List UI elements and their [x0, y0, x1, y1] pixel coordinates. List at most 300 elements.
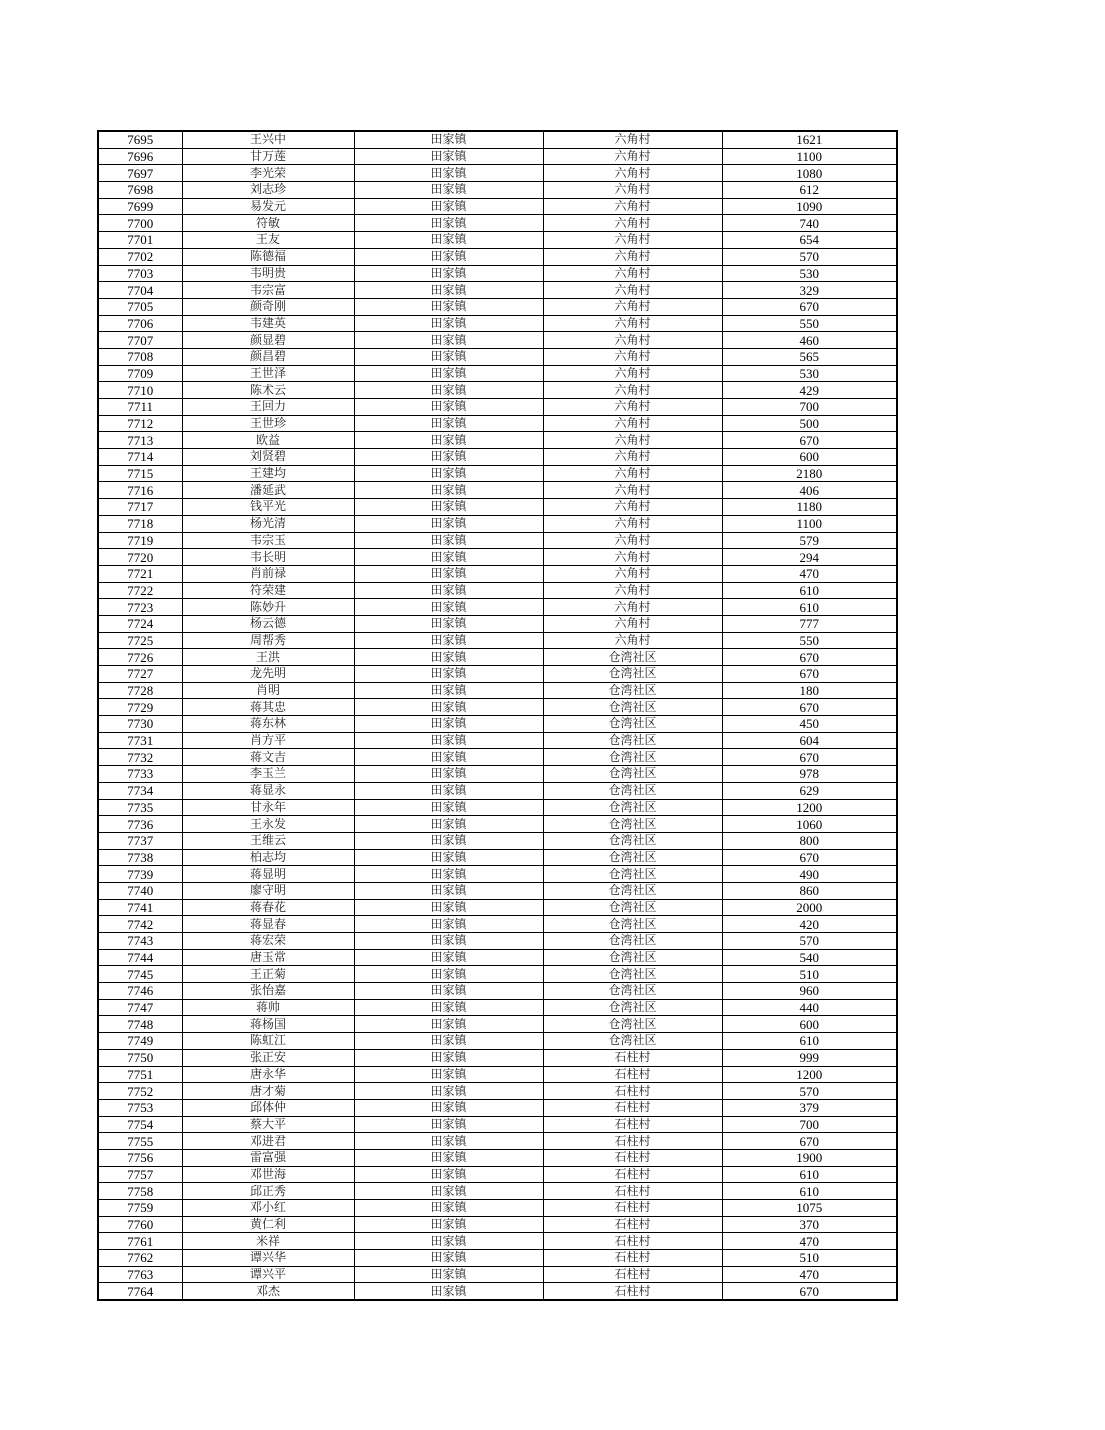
table-row [98, 532, 897, 549]
village-cell: 仓湾社区 [543, 649, 722, 666]
village-cell: 仓湾社区 [543, 866, 722, 883]
name-cell: 韦长明 [182, 549, 354, 566]
town-cell: 田家镇 [354, 782, 543, 799]
name-cell: 钱平光 [182, 499, 354, 516]
amount-cell: 570 [722, 248, 897, 265]
name-cell: 王洪 [182, 649, 354, 666]
row-id-cell: 7764 [98, 1283, 182, 1300]
table-row [98, 749, 897, 766]
table-row [98, 615, 897, 632]
town-cell: 田家镇 [354, 632, 543, 649]
amount-cell: 1075 [722, 1200, 897, 1217]
row-id-cell: 7710 [98, 382, 182, 399]
amount-cell: 550 [722, 315, 897, 332]
town-cell: 田家镇 [354, 899, 543, 916]
name-cell: 张怡嘉 [182, 983, 354, 1000]
amount-cell: 379 [722, 1099, 897, 1116]
table-row [98, 432, 897, 449]
village-cell: 仓湾社区 [543, 832, 722, 849]
amount-cell: 510 [722, 966, 897, 983]
town-cell: 田家镇 [354, 565, 543, 582]
name-cell: 韦宗玉 [182, 532, 354, 549]
village-cell: 石柱村 [543, 1149, 722, 1166]
village-cell: 六角村 [543, 248, 722, 265]
name-cell: 蒋显永 [182, 782, 354, 799]
table-row [98, 666, 897, 683]
town-cell: 田家镇 [354, 415, 543, 432]
village-cell: 石柱村 [543, 1166, 722, 1183]
table-row [98, 549, 897, 566]
village-cell: 六角村 [543, 482, 722, 499]
village-cell: 六角村 [543, 315, 722, 332]
row-id-cell: 7711 [98, 399, 182, 416]
town-cell: 田家镇 [354, 1250, 543, 1267]
name-cell: 陈妙升 [182, 599, 354, 616]
table-row [98, 248, 897, 265]
town-cell: 田家镇 [354, 666, 543, 683]
town-cell: 田家镇 [354, 599, 543, 616]
row-id-cell: 7734 [98, 782, 182, 799]
village-cell: 仓湾社区 [543, 899, 722, 916]
village-cell: 石柱村 [543, 1066, 722, 1083]
amount-cell: 550 [722, 632, 897, 649]
row-id-cell: 7752 [98, 1083, 182, 1100]
row-id-cell: 7721 [98, 565, 182, 582]
table-row [98, 1116, 897, 1133]
town-cell: 田家镇 [354, 148, 543, 165]
name-cell: 李玉兰 [182, 766, 354, 783]
table-row [98, 699, 897, 716]
name-cell: 欧益 [182, 432, 354, 449]
row-id-cell: 7742 [98, 916, 182, 933]
town-cell: 田家镇 [354, 1183, 543, 1200]
amount-cell: 654 [722, 232, 897, 249]
name-cell: 韦宗富 [182, 282, 354, 299]
table-row [98, 933, 897, 950]
name-cell: 刘志珍 [182, 182, 354, 199]
table-row [98, 499, 897, 516]
village-cell: 六角村 [543, 415, 722, 432]
town-cell: 田家镇 [354, 866, 543, 883]
amount-cell: 610 [722, 599, 897, 616]
town-cell: 田家镇 [354, 949, 543, 966]
village-cell: 石柱村 [543, 1083, 722, 1100]
row-id-cell: 7707 [98, 332, 182, 349]
town-cell: 田家镇 [354, 215, 543, 232]
village-cell: 六角村 [543, 215, 722, 232]
town-cell: 田家镇 [354, 332, 543, 349]
table-row [98, 399, 897, 416]
name-cell: 杨云德 [182, 615, 354, 632]
village-cell: 石柱村 [543, 1183, 722, 1200]
table-row [98, 182, 897, 199]
table-row [98, 1283, 897, 1300]
row-id-cell: 7716 [98, 482, 182, 499]
table-row [98, 482, 897, 499]
name-cell: 颜显碧 [182, 332, 354, 349]
table-row [98, 966, 897, 983]
name-cell: 雷富强 [182, 1149, 354, 1166]
village-cell: 仓湾社区 [543, 916, 722, 933]
row-id-cell: 7733 [98, 766, 182, 783]
village-cell: 石柱村 [543, 1250, 722, 1267]
amount-cell: 420 [722, 916, 897, 933]
table-row [98, 131, 897, 148]
town-cell: 田家镇 [354, 1149, 543, 1166]
row-id-cell: 7719 [98, 532, 182, 549]
village-cell: 六角村 [543, 165, 722, 182]
town-cell: 田家镇 [354, 1266, 543, 1283]
amount-cell: 440 [722, 999, 897, 1016]
table-row [98, 782, 897, 799]
table-row [98, 1216, 897, 1233]
table-row [98, 1250, 897, 1267]
row-id-cell: 7713 [98, 432, 182, 449]
village-cell: 六角村 [543, 549, 722, 566]
name-cell: 蒋杨国 [182, 1016, 354, 1033]
table-row [98, 1083, 897, 1100]
amount-cell: 1060 [722, 816, 897, 833]
town-cell: 田家镇 [354, 465, 543, 482]
amount-cell: 960 [722, 983, 897, 1000]
town-cell: 田家镇 [354, 1033, 543, 1050]
amount-cell: 670 [722, 649, 897, 666]
amount-cell: 629 [722, 782, 897, 799]
amount-cell: 1100 [722, 148, 897, 165]
town-cell: 田家镇 [354, 799, 543, 816]
table-row [98, 282, 897, 299]
name-cell: 柏志均 [182, 849, 354, 866]
village-cell: 仓湾社区 [543, 849, 722, 866]
name-cell: 王正菊 [182, 966, 354, 983]
amount-cell: 610 [722, 1166, 897, 1183]
name-cell: 肖明 [182, 682, 354, 699]
village-cell: 六角村 [543, 198, 722, 215]
town-cell: 田家镇 [354, 682, 543, 699]
amount-cell: 610 [722, 582, 897, 599]
village-cell: 六角村 [543, 131, 722, 148]
row-id-cell: 7747 [98, 999, 182, 1016]
village-cell: 六角村 [543, 515, 722, 532]
amount-cell: 406 [722, 482, 897, 499]
village-cell: 六角村 [543, 532, 722, 549]
town-cell: 田家镇 [354, 933, 543, 950]
amount-cell: 370 [722, 1216, 897, 1233]
town-cell: 田家镇 [354, 1233, 543, 1250]
village-cell: 仓湾社区 [543, 766, 722, 783]
table-row [98, 832, 897, 849]
amount-cell: 1080 [722, 165, 897, 182]
row-id-cell: 7754 [98, 1116, 182, 1133]
town-cell: 田家镇 [354, 649, 543, 666]
amount-cell: 2000 [722, 899, 897, 916]
name-cell: 邓进君 [182, 1133, 354, 1150]
table-row [98, 232, 897, 249]
name-cell: 邓世海 [182, 1166, 354, 1183]
town-cell: 田家镇 [354, 348, 543, 365]
village-cell: 六角村 [543, 499, 722, 516]
town-cell: 田家镇 [354, 699, 543, 716]
town-cell: 田家镇 [354, 1216, 543, 1233]
village-cell: 石柱村 [543, 1049, 722, 1066]
amount-cell: 540 [722, 949, 897, 966]
amount-cell: 740 [722, 215, 897, 232]
table-row [98, 515, 897, 532]
name-cell: 颜奇刚 [182, 298, 354, 315]
table-row [98, 315, 897, 332]
village-cell: 仓湾社区 [543, 999, 722, 1016]
amount-cell: 670 [722, 849, 897, 866]
village-cell: 六角村 [543, 565, 722, 582]
table-row [98, 1049, 897, 1066]
amount-cell: 800 [722, 832, 897, 849]
row-id-cell: 7703 [98, 265, 182, 282]
table-row [98, 682, 897, 699]
table-row [98, 365, 897, 382]
table-row [98, 1200, 897, 1217]
amount-cell: 1621 [722, 131, 897, 148]
village-cell: 仓湾社区 [543, 799, 722, 816]
amount-cell: 1180 [722, 499, 897, 516]
town-cell: 田家镇 [354, 449, 543, 466]
village-cell: 六角村 [543, 599, 722, 616]
name-cell: 甘万莲 [182, 148, 354, 165]
town-cell: 田家镇 [354, 1283, 543, 1300]
amount-cell: 777 [722, 615, 897, 632]
name-cell: 韦明贵 [182, 265, 354, 282]
town-cell: 田家镇 [354, 1066, 543, 1083]
row-id-cell: 7732 [98, 749, 182, 766]
village-cell: 仓湾社区 [543, 716, 722, 733]
name-cell: 符荣建 [182, 582, 354, 599]
name-cell: 廖守明 [182, 882, 354, 899]
name-cell: 陈术云 [182, 382, 354, 399]
row-id-cell: 7717 [98, 499, 182, 516]
name-cell: 唐永华 [182, 1066, 354, 1083]
table-row [98, 198, 897, 215]
village-cell: 仓湾社区 [543, 1016, 722, 1033]
amount-cell: 329 [722, 282, 897, 299]
amount-cell: 570 [722, 1083, 897, 1100]
row-id-cell: 7759 [98, 1200, 182, 1217]
amount-cell: 670 [722, 298, 897, 315]
name-cell: 米祥 [182, 1233, 354, 1250]
town-cell: 田家镇 [354, 966, 543, 983]
name-cell: 谭兴华 [182, 1250, 354, 1267]
village-cell: 石柱村 [543, 1266, 722, 1283]
row-id-cell: 7728 [98, 682, 182, 699]
row-id-cell: 7727 [98, 666, 182, 683]
village-cell: 石柱村 [543, 1116, 722, 1133]
row-id-cell: 7718 [98, 515, 182, 532]
village-cell: 仓湾社区 [543, 782, 722, 799]
name-cell: 肖前禄 [182, 565, 354, 582]
table-row [98, 1266, 897, 1283]
table-row [98, 949, 897, 966]
name-cell: 王友 [182, 232, 354, 249]
name-cell: 李光荣 [182, 165, 354, 182]
table-row [98, 348, 897, 365]
row-id-cell: 7723 [98, 599, 182, 616]
town-cell: 田家镇 [354, 298, 543, 315]
name-cell: 韦建英 [182, 315, 354, 332]
table-row [98, 1033, 897, 1050]
town-cell: 田家镇 [354, 182, 543, 199]
name-cell: 符敏 [182, 215, 354, 232]
table-row [98, 983, 897, 1000]
town-cell: 田家镇 [354, 1133, 543, 1150]
name-cell: 蒋其忠 [182, 699, 354, 716]
amount-cell: 610 [722, 1183, 897, 1200]
row-id-cell: 7761 [98, 1233, 182, 1250]
village-cell: 六角村 [543, 332, 722, 349]
amount-cell: 570 [722, 933, 897, 950]
village-cell: 石柱村 [543, 1233, 722, 1250]
row-id-cell: 7709 [98, 365, 182, 382]
table-row [98, 999, 897, 1016]
village-cell: 六角村 [543, 382, 722, 399]
row-id-cell: 7760 [98, 1216, 182, 1233]
row-id-cell: 7712 [98, 415, 182, 432]
name-cell: 王建均 [182, 465, 354, 482]
amount-cell: 579 [722, 532, 897, 549]
row-id-cell: 7720 [98, 549, 182, 566]
town-cell: 田家镇 [354, 315, 543, 332]
amount-cell: 670 [722, 749, 897, 766]
town-cell: 田家镇 [354, 365, 543, 382]
town-cell: 田家镇 [354, 165, 543, 182]
table-row [98, 716, 897, 733]
town-cell: 田家镇 [354, 1200, 543, 1217]
village-cell: 六角村 [543, 298, 722, 315]
row-id-cell: 7748 [98, 1016, 182, 1033]
row-id-cell: 7696 [98, 148, 182, 165]
village-cell: 仓湾社区 [543, 966, 722, 983]
town-cell: 田家镇 [354, 766, 543, 783]
name-cell: 甘永年 [182, 799, 354, 816]
amount-cell: 1200 [722, 1066, 897, 1083]
name-cell: 周帮秀 [182, 632, 354, 649]
name-cell: 王兴中 [182, 131, 354, 148]
amount-cell: 1090 [722, 198, 897, 215]
town-cell: 田家镇 [354, 749, 543, 766]
village-cell: 六角村 [543, 399, 722, 416]
table-row [98, 766, 897, 783]
amount-cell: 670 [722, 666, 897, 683]
village-cell: 六角村 [543, 232, 722, 249]
table-row [98, 649, 897, 666]
village-cell: 仓湾社区 [543, 732, 722, 749]
table-row [98, 215, 897, 232]
village-cell: 仓湾社区 [543, 882, 722, 899]
row-id-cell: 7756 [98, 1149, 182, 1166]
table-row [98, 582, 897, 599]
row-id-cell: 7758 [98, 1183, 182, 1200]
town-cell: 田家镇 [354, 816, 543, 833]
row-id-cell: 7746 [98, 983, 182, 1000]
town-cell: 田家镇 [354, 582, 543, 599]
town-cell: 田家镇 [354, 615, 543, 632]
name-cell: 陈德福 [182, 248, 354, 265]
village-cell: 石柱村 [543, 1099, 722, 1116]
table-row [98, 465, 897, 482]
town-cell: 田家镇 [354, 999, 543, 1016]
amount-cell: 670 [722, 432, 897, 449]
amount-cell: 1900 [722, 1149, 897, 1166]
amount-cell: 978 [722, 766, 897, 783]
name-cell: 邱体仲 [182, 1099, 354, 1116]
table-row [98, 1149, 897, 1166]
village-cell: 仓湾社区 [543, 682, 722, 699]
town-cell: 田家镇 [354, 849, 543, 866]
town-cell: 田家镇 [354, 399, 543, 416]
row-id-cell: 7715 [98, 465, 182, 482]
row-id-cell: 7708 [98, 348, 182, 365]
table-row [98, 1233, 897, 1250]
amount-cell: 470 [722, 1266, 897, 1283]
amount-cell: 180 [722, 682, 897, 699]
village-cell: 仓湾社区 [543, 666, 722, 683]
table-row [98, 916, 897, 933]
town-cell: 田家镇 [354, 1099, 543, 1116]
amount-cell: 670 [722, 699, 897, 716]
amount-cell: 1100 [722, 515, 897, 532]
name-cell: 易发元 [182, 198, 354, 215]
name-cell: 肖方平 [182, 732, 354, 749]
name-cell: 王世珍 [182, 415, 354, 432]
table-row [98, 882, 897, 899]
name-cell: 蒋帅 [182, 999, 354, 1016]
name-cell: 颜昌碧 [182, 348, 354, 365]
village-cell: 六角村 [543, 582, 722, 599]
name-cell: 龙先明 [182, 666, 354, 683]
village-cell: 仓湾社区 [543, 949, 722, 966]
name-cell: 陈虹江 [182, 1033, 354, 1050]
table-row [98, 816, 897, 833]
amount-cell: 470 [722, 565, 897, 582]
village-cell: 六角村 [543, 182, 722, 199]
town-cell: 田家镇 [354, 882, 543, 899]
row-id-cell: 7743 [98, 933, 182, 950]
amount-cell: 1200 [722, 799, 897, 816]
amount-cell: 530 [722, 265, 897, 282]
name-cell: 张正安 [182, 1049, 354, 1066]
table-row [98, 382, 897, 399]
name-cell: 邓杰 [182, 1283, 354, 1300]
table-row [98, 632, 897, 649]
name-cell: 王世泽 [182, 365, 354, 382]
amount-cell: 612 [722, 182, 897, 199]
town-cell: 田家镇 [354, 432, 543, 449]
town-cell: 田家镇 [354, 482, 543, 499]
name-cell: 蔡大平 [182, 1116, 354, 1133]
row-id-cell: 7736 [98, 816, 182, 833]
row-id-cell: 7735 [98, 799, 182, 816]
amount-cell: 700 [722, 1116, 897, 1133]
table-row [98, 298, 897, 315]
name-cell: 杨光清 [182, 515, 354, 532]
row-id-cell: 7762 [98, 1250, 182, 1267]
town-cell: 田家镇 [354, 716, 543, 733]
row-id-cell: 7706 [98, 315, 182, 332]
table-row [98, 449, 897, 466]
row-id-cell: 7730 [98, 716, 182, 733]
table-row [98, 165, 897, 182]
row-id-cell: 7740 [98, 882, 182, 899]
town-cell: 田家镇 [354, 1166, 543, 1183]
town-cell: 田家镇 [354, 1016, 543, 1033]
town-cell: 田家镇 [354, 499, 543, 516]
